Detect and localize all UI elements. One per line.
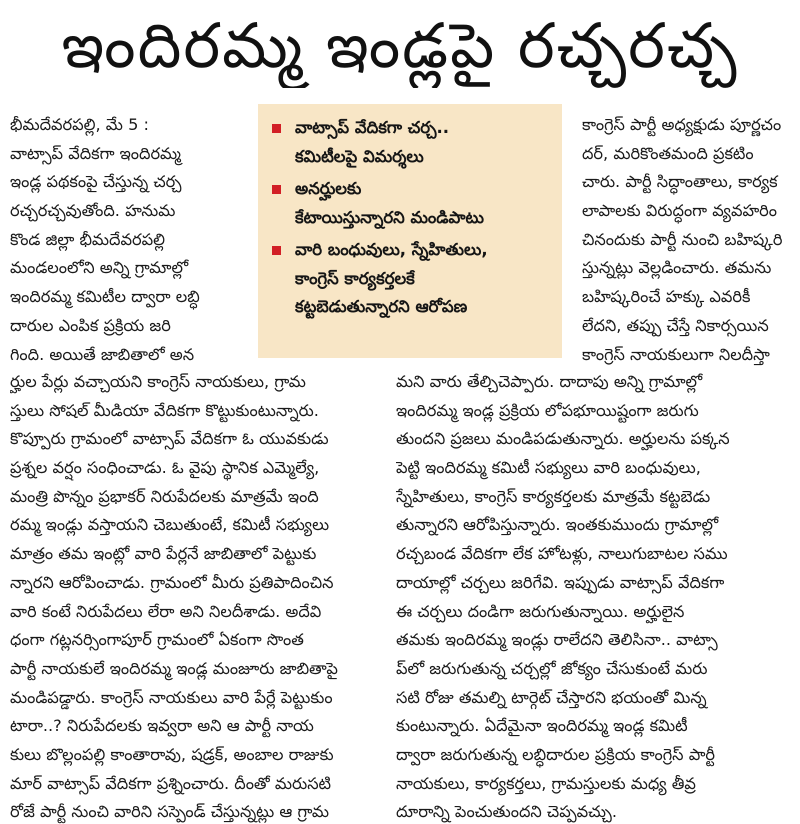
- text-line: తున్నారని ఆరోపిస్తున్నారు. ఇంతకుముందు గ్రామాల్లో: [396, 515, 719, 535]
- highlight-line: కమిటీలపై విమర్శలు: [295, 146, 424, 166]
- text-line: లేదని, తప్పు చేస్తే నికార్సయిన: [582, 315, 769, 335]
- text-line: ఈ చర్చలు దండిగా జరుగుతున్నాయి. అర్హులైన: [396, 601, 685, 621]
- text-line: చారు. పార్టీ సిద్ధాంతాలు, కార్యక: [582, 172, 778, 192]
- text-line: మార్ వాట్సాప్ వేదికగా ప్రశ్నించారు. దీంతో మరుసటి: [10, 773, 332, 793]
- text-line: బహిష్కరించే హక్కు ఎవరికీ: [582, 287, 751, 307]
- highlight-line: కేటాయిస్తున్నారని మండిపాటు: [295, 207, 484, 227]
- text-line: గింది. అయితే జాబితాలో అన: [10, 344, 195, 364]
- text-line: టారా..? నిరుపేదలకు ఇవ్వరా అని ఆ పార్టీ నాయ: [10, 716, 314, 736]
- text-line: మంత్రి పొన్నం ప్రభాకర్ నిరుపేదలకు మాత్రమే ఇంది: [10, 486, 319, 506]
- text-line: వాట్సాప్ వేదికగా ఇందిరమ్మ: [10, 143, 181, 163]
- highlight-item: [272, 175, 554, 232]
- highlight-text: [295, 236, 488, 322]
- text-line: స్తున్నట్లు వెల్లడించారు. తమను: [582, 258, 772, 278]
- text-line: పెట్టి ఇందిరమ్మ కమిటీ సభ్యులు వారి బంధువులు,: [396, 458, 701, 478]
- highlights-box: [258, 104, 562, 358]
- text-line: భీమదేవరపల్లి, మే 5 :: [10, 115, 149, 134]
- text-line: లాపాలకు విరుద్ధంగా వ్యవహరిం: [582, 201, 777, 221]
- text-line: పార్టీ నాయకులే ఇందిరమ్మ ఇండ్ల మంజూరు జాబితాపై: [10, 658, 338, 678]
- right-column: [582, 111, 797, 369]
- text-line: తుందని ప్రజలు మండిపడుతున్నారు. అర్హులను పక్కన: [396, 429, 730, 449]
- text-line: దర్, మరికొంతమంది ప్రకటిం: [582, 143, 754, 163]
- text-line: ఇందిరమ్మ ఇండ్ల ప్రక్రియ లోపభూయిష్టంగా జరుగు: [396, 400, 699, 420]
- text-line: స్నేహితులు, కాంగ్రెస్ కార్యకర్తలకు మాత్రమే కట్టబెడు: [396, 486, 711, 506]
- text-line: మండిపడ్డారు. కాంగ్రెస్ నాయకులు వారి పేర్లే పెట్టుకుం: [10, 687, 333, 707]
- text-line: సటి రోజు తమల్ని టార్గెట్ చేస్తారని భయంతో మిన్న: [396, 687, 707, 707]
- text-line: ఇందిరమ్మ కమిటీల ద్వారా లబ్ధి: [10, 287, 200, 307]
- square-bullet-icon: [272, 185, 281, 194]
- text-line: కాంగ్రెస్ నాయకులుగా నిలదీస్తా: [582, 344, 770, 364]
- highlight-line: కట్టబెడుతున్నారని ఆరోపణ: [295, 297, 468, 316]
- text-line: కుంటున్నారు. ఏదేమైనా ఇందిరమ్మ ఇండ్ల కమిటీ: [396, 716, 688, 736]
- highlight-line: అనర్హులకు: [295, 179, 362, 198]
- text-line: చినందుకు పార్టీ నుంచి బహిష్కరి: [582, 229, 783, 249]
- text-line: కాంగ్రెస్ పార్టీ అధ్యక్షుడు పూర్ణచం: [582, 115, 782, 134]
- text-line: ప్రశ్నల వర్షం సంధించాడు. ఓ వైపు స్థానిక ఎమ్మెల్యే,: [10, 458, 320, 478]
- text-line: దాయాల్లో చర్చలు జరిగేవి. ఇప్పుడు వాట్సాప్ వేదికగా: [396, 572, 725, 592]
- text-line: రచ్చబండ వేదికగా లేక హోటళ్లు, నాలుగుబాటల సము: [396, 544, 728, 564]
- text-line: ధంగా గట్లనర్సింగాపూర్ గ్రామంలో ఏకంగా సొంత: [10, 630, 304, 650]
- text-line: ర్హుల పేర్లు వచ్చాయని కాంగ్రెస్ నాయకులు, గ్రామ: [10, 372, 306, 391]
- text-line: కొప్పూరు గ్రామంలో వాట్సాప్ వేదికగా ఓ యువకుడు: [10, 429, 329, 449]
- highlight-line: కాంగ్రెస్ కార్యకర్తలకే: [295, 268, 415, 288]
- highlight-text: [295, 175, 484, 232]
- text-line: కులు బొల్లంపల్లి కాంతారావు, షడ్రక్, అంబాల రాజుకు: [10, 744, 334, 764]
- middle-column: [396, 368, 798, 824]
- text-line: కొండ జిల్లా భీమదేవరపల్లి: [10, 229, 165, 249]
- text-line: తమకు ఇందిరమ్మ ఇండ్లు రాలేదని తెలిసినా.. వాట్సా: [396, 630, 718, 650]
- left-column: [10, 111, 260, 369]
- text-line: న్నారని ఆరోపించాడు. గ్రామంలో మీరు ప్రతిపాదించిన: [10, 572, 334, 592]
- lower-left-column: [10, 368, 390, 824]
- highlight-line: వారి బంధువులు, స్నేహితులు,: [295, 240, 488, 259]
- square-bullet-icon: [272, 246, 281, 255]
- text-line: మని వారు తేల్చిచెప్పారు. దాదాపు అన్ని గ్రామాల్లో: [396, 372, 703, 391]
- text-line: రచ్చరచ్చవుతోంది. హనుమ: [10, 201, 176, 221]
- text-line: ద్వారా జరుగుతున్న లబ్ధిదారుల ప్రక్రియ కాంగ్రెస్ పార్టీ: [396, 744, 715, 764]
- text-line: దూరాన్ని పెంచుతుందని చెప్పవచ్చు.: [396, 802, 617, 822]
- text-line: వారి కంటే నిరుపేదలు లేరా అని నిలదీశాడు. అదేవి: [10, 601, 322, 621]
- text-line: స్తులు సోషల్ మీడియా వేదికగా కొట్టుకుంటున్నారు.: [10, 400, 319, 420]
- text-line: దారుల ఎంపిక ప్రక్రియ జరి: [10, 315, 171, 335]
- highlight-text: [295, 114, 449, 171]
- text-line: మాత్రం తమ ఇంట్లో వారి పేర్లనే జాబితాలో పెట్టుకు: [10, 544, 317, 564]
- highlight-line: వాట్సాప్ వేదికగా చర్చ..: [295, 118, 449, 137]
- text-line: ఇండ్ల పథకంపై చేస్తున్న చర్చ: [10, 172, 182, 192]
- headline: ఇందిరమ్మ ఇండ్లపై రచ్చరచ్చ: [61, 9, 739, 82]
- text-line: రమ్మ ఇండ్లు వస్తాయని చెబుతుంటే, కమిటీ సభ్యులు: [10, 515, 330, 535]
- text-line: ప్‌లో జరుగుతున్న చర్చల్లో జోక్యం చేసుకుంటే మరు: [396, 658, 708, 678]
- text-line: రోజే పార్టీ నుంచి వారిని సస్పెండ్ చేస్తున్నట్లు ఆ గ్రామ: [10, 802, 330, 822]
- highlight-item: [272, 114, 554, 171]
- highlight-item: [272, 236, 554, 322]
- text-line: నాయకులు, కార్యకర్తలు, గ్రామస్తులకు మధ్య తీవ్ర: [396, 773, 696, 793]
- square-bullet-icon: [272, 124, 281, 133]
- text-line: మండలంలోని అన్ని గ్రామాల్లో: [10, 258, 189, 278]
